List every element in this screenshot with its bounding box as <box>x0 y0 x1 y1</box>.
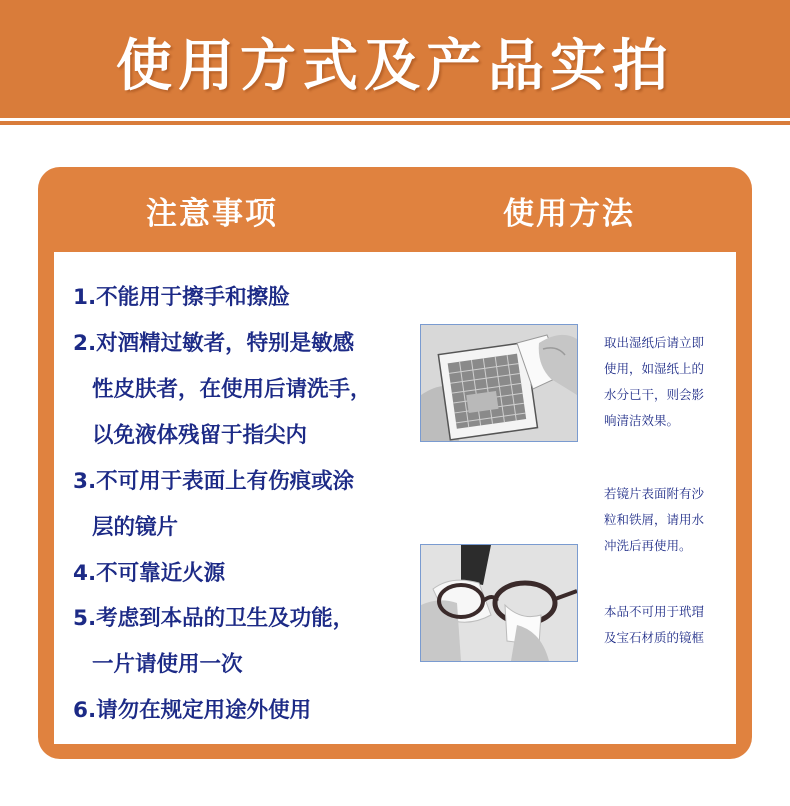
note-line: 一片请使用一次 <box>92 652 243 677</box>
banner-underline <box>0 121 790 125</box>
note-line: 以免液体残留于指尖内 <box>92 423 308 448</box>
tip-line: 冲洗后再使用。 <box>604 538 692 553</box>
tip-line: 及宝石材质的镜框 <box>604 630 705 645</box>
tip-line: 若镜片表面附有沙 <box>604 486 705 501</box>
tip-line: 粒和铁屑，请用水 <box>604 512 705 527</box>
note-line: 性皮肤者，在使用后请洗手， <box>92 377 372 402</box>
note-line: 5.考虑到本品的卫生及功能， <box>73 606 355 631</box>
tip-line: 使用，如湿纸上的 <box>604 361 705 376</box>
tip-frame-material <box>604 599 704 651</box>
note-line: 1.不能用于擦手和擦脸 <box>73 285 290 310</box>
note-line: 层的镜片 <box>92 515 179 540</box>
usage-heading: 使用方法 <box>503 196 635 232</box>
title-banner <box>0 0 790 126</box>
note-line: 2.对酒精过敏者，特别是敏感 <box>73 331 355 356</box>
wipe-packet-photo <box>420 324 578 442</box>
tip-rinse-sand <box>604 481 704 559</box>
tip-dry-warning <box>604 330 704 434</box>
page-title: 使用方式及产品实拍 <box>116 33 674 99</box>
note-line: 4.不可靠近火源 <box>73 561 226 586</box>
tip-line: 本品不可用于玳瑁 <box>604 604 705 619</box>
tip-line: 水分已干，则会影 <box>604 387 705 402</box>
wiping-glasses-photo <box>420 544 578 662</box>
tip-line: 取出湿纸后请立即 <box>604 335 705 350</box>
precautions-heading: 注意事项 <box>146 196 278 232</box>
note-line: 3.不可用于表面上有伤痕或涂 <box>73 469 355 494</box>
tip-line: 响清洁效果。 <box>604 413 680 428</box>
note-line: 6.请勿在规定用途外使用 <box>73 698 312 723</box>
